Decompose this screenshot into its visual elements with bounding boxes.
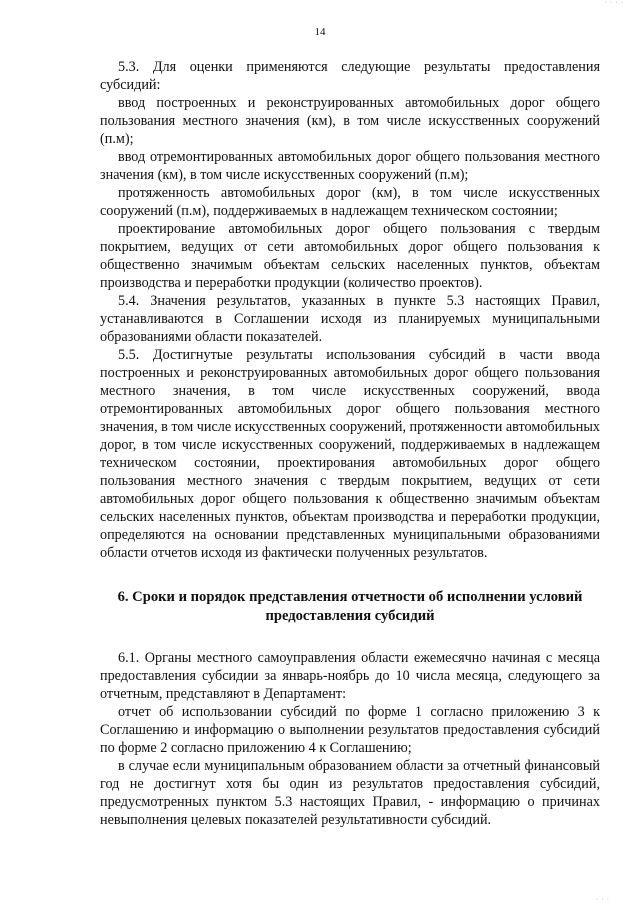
list-item-report-form: отчет об использовании субсидий по форме 1 согласно приложению 3 к Соглашению и информацию о выполнении результатов предоставления субсидий по форме 2 согласно приложению 4 к Соглашению; <box>100 704 600 756</box>
list-item-road-repair: ввод отремонтированных автомобильных дорог общего пользования местного значения (км), в том числе искусственных сооружений (п.м); <box>100 149 600 183</box>
paragraph-5-4: 5.4. Значения результатов, указанных в пункте 5.3 настоящих Правил, устанавливаются в Соглашении исходя из планируемых муниципальными образованиями области показателей. <box>100 293 600 345</box>
list-item-road-maintenance: протяженность автомобильных дорог (км), в том числе искусственных сооружений (п.м), поддерживаемых в надлежащем техническом состоянии; <box>100 185 600 219</box>
paragraph-5-5: 5.5. Достигнутые результаты использования субсидий в части ввода построенных и реконструированных автомобильных дорог общего пользования местного значения, в том числе искусственных сооружений, ввода отремонтированных автомобильных дорог общего пользования местного значения, в том числе искусственных сооружений, протяженности автомобильных дорог, в том числе искусственных сооружений, поддерживаемых в надлежащем техническом состоянии, проектирования автомобильных дорог общего пользования местного значения с твердым покрытием, ведущих от сети автомобильных дорог общего пользования к общественно значимым объектам сельских населенных пунктов, объектам производства и переработки продукции, определяются на основании представленных муниципальными образованиями области отчетов исходя из фактически полученных результатов. <box>100 347 600 561</box>
scan-artifact-top: · · · · <box>604 0 624 6</box>
paragraph-6-1: 6.1. Органы местного самоуправления области ежемесячно начиная с месяца предоставления субсидии за январь-ноябрь до 10 числа месяца, следующего за отчетным, представляют в Департамент: <box>100 650 600 702</box>
scan-artifact-bottom: · · · <box>596 897 610 903</box>
list-item-nonachievement-info: в случае если муниципальным образованием области за отчетный финансовый год не достигнут хотя бы один из результатов предоставления субсидий, предусмотренных пунктом 5.3 настоящих Правил, - информацию о причинах невыполнения целевых показателей результативности субсидий. <box>100 758 600 828</box>
list-item-road-construction: ввод построенных и реконструированных автомобильных дорог общего пользования местного значения (км), в том числе искусственных сооружений (п.м); <box>100 95 600 147</box>
page-number: 14 <box>314 26 326 38</box>
document-body <box>100 58 600 829</box>
paragraph-5-3: 5.3. Для оценки применяются следующие результаты предоставления субсидий: <box>100 59 600 93</box>
section-6-heading: 6. Сроки и порядок представления отчетности об исполнении условий предоставления субсидий <box>117 589 583 624</box>
list-item-road-design: проектирование автомобильных дорог общего пользования с твердым покрытием, ведущих от сети автомобильных дорог общего пользования к общественно значимым объектам сельских населенных пунктов, объектам производства и переработки продукции (количество проектов). <box>100 221 600 291</box>
